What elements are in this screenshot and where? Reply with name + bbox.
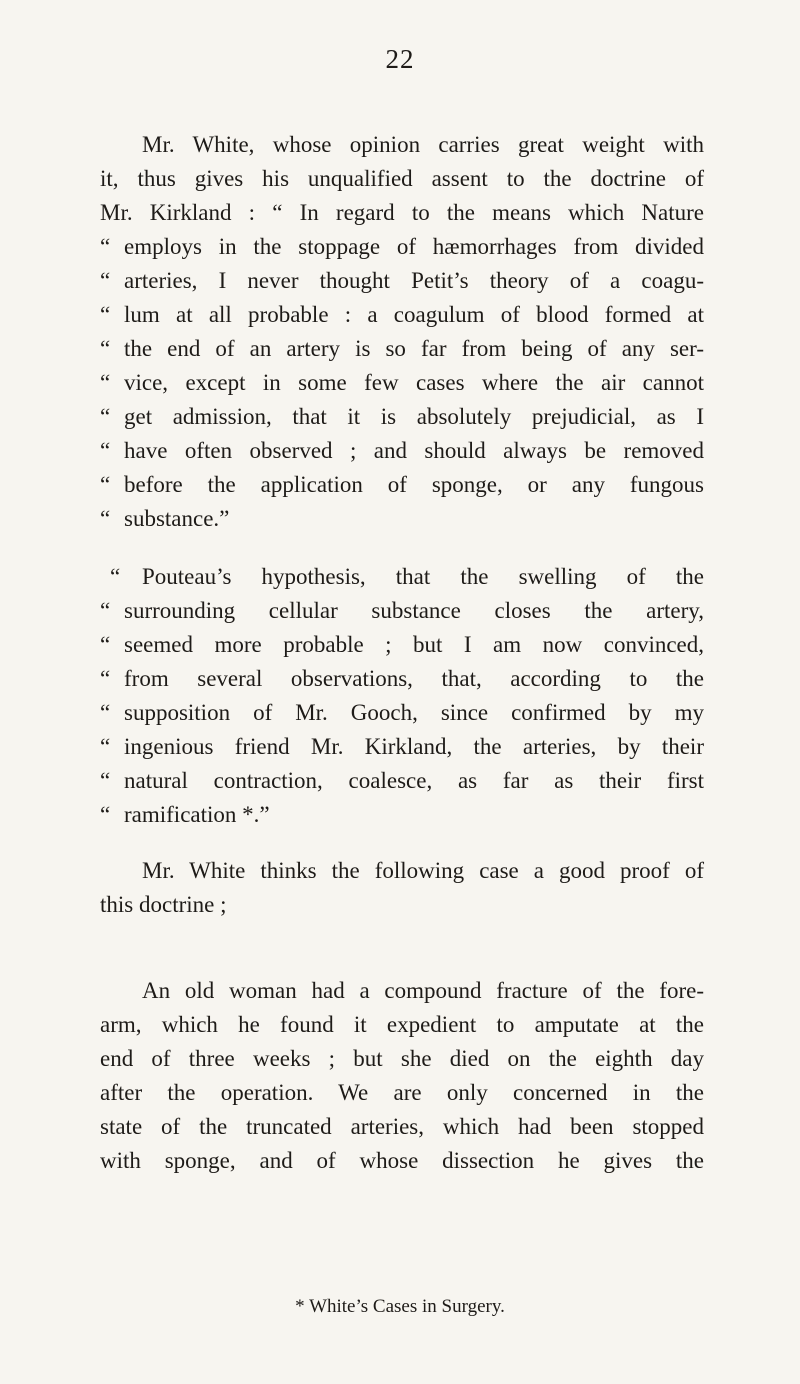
- text-line: “ have often observed ; and should always be removed: [100, 438, 704, 463]
- text-line: with sponge, and of whose dissection he gives the: [100, 1148, 704, 1173]
- footnote: * White’s Cases in Surgery.: [295, 1296, 505, 1317]
- text-line: “ lum at all probable : a coagulum of blood formed at: [100, 302, 704, 327]
- text-line: “ vice, except in some few cases where the air cannot: [100, 370, 704, 395]
- text-line: state of the truncated arteries, which had been stopped: [100, 1114, 704, 1139]
- text-line: “ the end of an artery is so far from being of any ser-: [100, 336, 704, 361]
- page-number: 22: [385, 44, 415, 74]
- text-line: “ surrounding cellular substance closes the artery,: [100, 598, 704, 623]
- text-line: “ employs in the stoppage of hæmorrhages from divided: [100, 234, 704, 259]
- text-line: it, thus gives his unqualified assent to the doctrine of: [100, 166, 704, 191]
- text-line: “ ingenious friend Mr. Kirkland, the arteries, by their: [100, 734, 704, 759]
- text-line: Mr. Kirkland : “ In regard to the means which Nature: [100, 200, 704, 225]
- text-line: “ seemed more probable ; but I am now convinced,: [100, 632, 704, 657]
- text-line: after the operation. We are only concerned in the: [100, 1080, 704, 1105]
- text-line: “ supposition of Mr. Gooch, since confirmed by my: [100, 700, 704, 725]
- text-line: Mr. White thinks the following case a good proof of: [142, 858, 704, 883]
- text-line: “ natural contraction, coalesce, as far as their first: [100, 768, 704, 793]
- text-line: “ arteries, I never thought Petit’s theory of a coagu-: [100, 268, 704, 293]
- text-line: Mr. White, whose opinion carries great weight with: [142, 132, 704, 157]
- text-line: An old woman had a compound fracture of the fore-: [142, 978, 704, 1003]
- text-line: “ Pouteau’s hypothesis, that the swelling of the: [110, 564, 704, 589]
- text-line: “ ramification *.”: [100, 802, 270, 827]
- text-line: arm, which he found it expedient to amputate at the: [100, 1012, 704, 1037]
- text-line: “ from several observations, that, according to the: [100, 666, 704, 691]
- text-line: “ get admission, that it is absolutely prejudicial, as I: [100, 404, 704, 429]
- text-line: end of three weeks ; but she died on the eighth day: [100, 1046, 704, 1071]
- text-line: “ before the application of sponge, or any fungous: [100, 472, 704, 497]
- text-line: “ substance.”: [100, 506, 230, 531]
- text-line: this doctrine ;: [100, 892, 227, 917]
